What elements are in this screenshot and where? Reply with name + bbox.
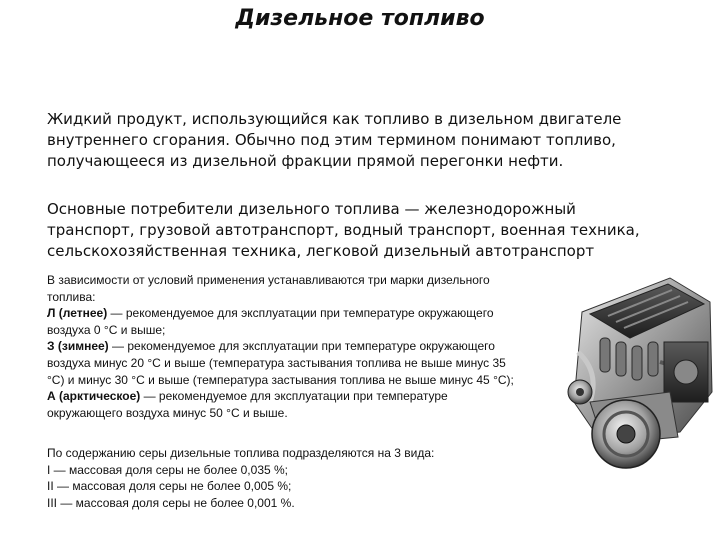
paragraph-line: получающееся из дизельной фракции прямой перегонки нефти.	[47, 152, 564, 170]
summer-grade-text: — рекомендуемое для эксплуатации при температуре окружающего	[107, 306, 494, 321]
winter-grade	[47, 338, 552, 355]
sulfur-type: III — массовая доля серы не более 0,001 %.	[47, 495, 295, 510]
summer-grade-label: Л (летнее)	[47, 306, 108, 321]
consumers-paragraph	[47, 199, 647, 262]
arctic-grade	[47, 388, 552, 405]
paragraph-line: Основные потребители дизельного топлива — железнодорожный	[47, 200, 576, 218]
grades-intro: топлива:	[47, 289, 96, 304]
winter-grade-text: °С) и минус 30 °С и выше (температура застывания топлива не выше минус 45 °С);	[47, 372, 514, 387]
paragraph-line: сельскохозяйственная техника, легковой дизельный автотранспорт	[47, 242, 595, 260]
paragraph-line: Жидкий продукт, использующийся как топливо в дизельном двигателе	[47, 110, 622, 128]
engine-icon	[560, 272, 718, 477]
paragraph-line: внутреннего сгорания. Обычно под этим термином понимают топливо,	[47, 131, 616, 149]
sulfur-section	[47, 445, 527, 511]
paragraph-line: транспорт, грузовой автотранспорт, водный транспорт, военная техника,	[47, 221, 640, 239]
sulfur-type: I — массовая доля серы не более 0,035 %;	[47, 462, 289, 477]
summer-grade-text: воздуха 0 °С и выше;	[47, 322, 166, 337]
sulfur-type: II — массовая доля серы не более 0,005 %;	[47, 479, 292, 494]
winter-grade-text: — рекомендуемое для эксплуатации при температуре окружающего	[108, 339, 495, 354]
winter-grade-label: З (зимнее)	[47, 339, 109, 354]
summer-grade	[47, 305, 552, 322]
winter-grade-text: воздуха минус 20 °С и выше (температура застывания топлива не выше минус 35	[47, 355, 506, 370]
definition-paragraph	[47, 109, 647, 172]
sulfur-intro: По содержанию серы дизельные топлива подразделяются на 3 вида:	[47, 446, 435, 460]
grades-intro: В зависимости от условий применения устанавливаются три марки дизельного	[47, 273, 490, 287]
fuel-grades-section	[47, 272, 552, 421]
page-title: Дизельное топливо	[235, 6, 485, 31]
arctic-grade-text: окружающего воздуха минус 50 °С и выше.	[47, 405, 288, 420]
arctic-grade-text: — рекомендуемое для эксплуатации при температуре	[140, 389, 448, 404]
arctic-grade-label: А (арктическое)	[47, 389, 141, 404]
